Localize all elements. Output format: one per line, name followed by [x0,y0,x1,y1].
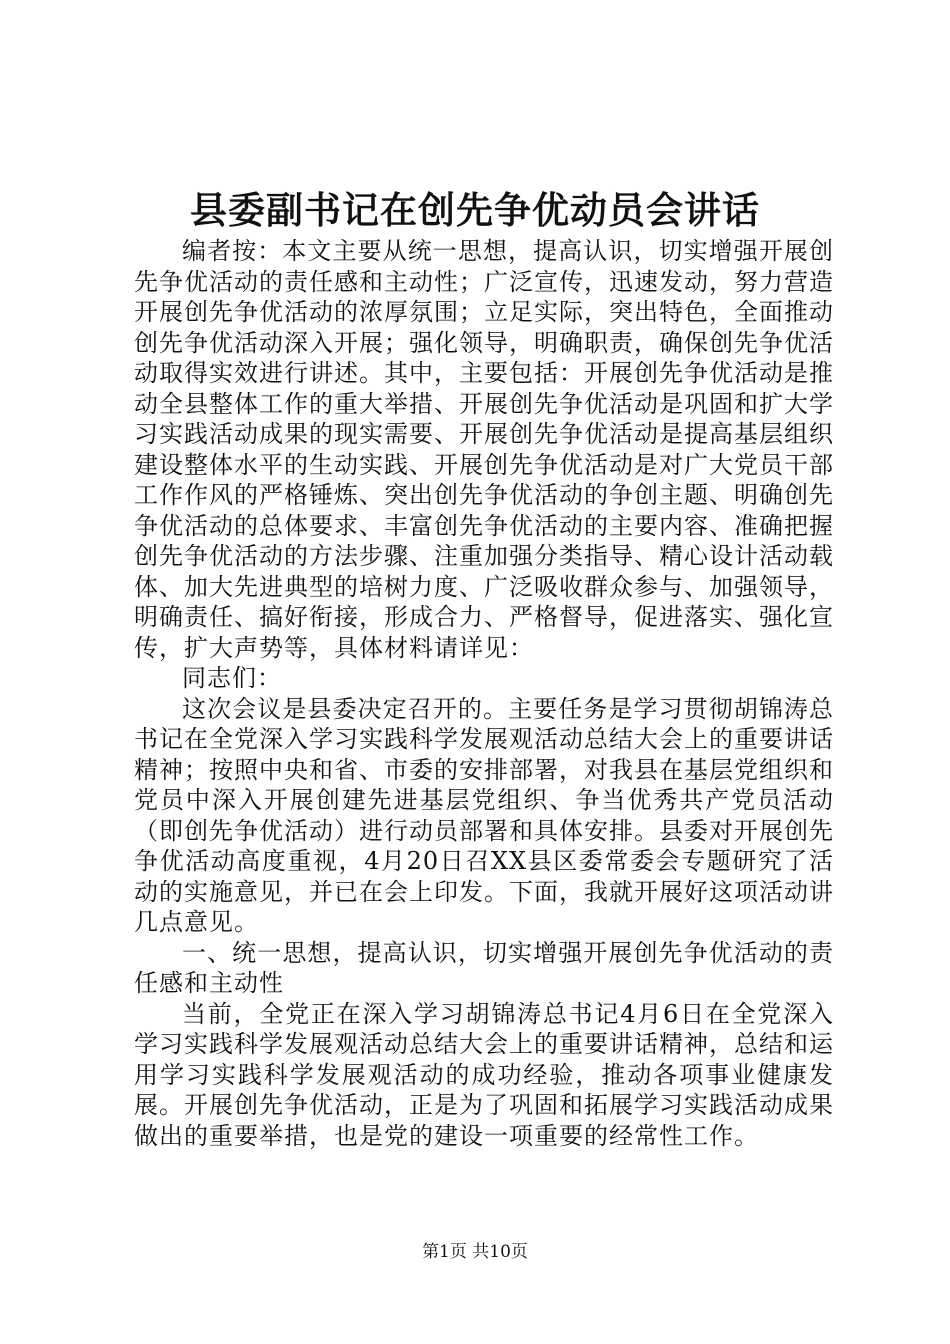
editor-note-paragraph: 编者按：本文主要从统一思想，提高认识，切实增强开展创先争优活动的责任感和主动性；广泛宣传，迅速发动，努力营造开展创先争优活动的浓厚氛围；立足实际，突出特色，全面推动创先争优活动深入开展；强化领导，明确职责，确保创先争优活动取得实效进行讲述。其中，主要包括：开展创先争优活动是推动全县整体工作的重大举措、开展创先争优活动是巩固和扩大学习实践活动成果的现实需要、开展创先争优活动是提高基层组织建设整体水平的生动实践、开展创先争优活动是对广大党员干部工作作风的严格锤炼、突出创先争优活动的争创主题、明确创先争优活动的总体要求、丰富创先争优活动的主要内容、准确把握创先争优活动的方法步骤、注重加强分类指导、精心设计活动载体、加大先进典型的培树力度、广泛吸收群众参与、加强领导，明确责任、搞好衔接，形成合力、严格督导，促进落实、强化宣传，扩大声势等，具体材料请详见： [134,237,834,662]
section-heading-1: 一、统一思想，提高认识，切实增强开展创先争优活动的责任感和主动性 [134,938,834,997]
section-1-paragraph: 当前，全党正在深入学习胡锦涛总书记4月6日在全党深入学习实践科学发展观活动总结大会上的重要讲话精神，总结和运用学习实践科学发展观活动的成功经验，推动各项事业健康发展。开展创先争优活动，正是为了巩固和拓展学习实践活动成果做出的重要举措，也是党的建设一项重要的经常性工作。 [134,999,834,1150]
meeting-intro-paragraph: 这次会议是县委决定召开的。主要任务是学习贯彻胡锦涛总书记在全党深入学习实践科学发展观活动总结大会上的重要讲话精神；按照中央和省、市委的安排部署，对我县在基层党组织和党员中深入开展创建先进基层党组织、争当优秀共产党员活动（即创先争优活动）进行动员部署和具体安排。县委对开展创先争优活动高度重视，4月20日召XX县区委常委会专题研究了活动的实施意见，并已在会上印发。下面，我就开展好这项活动讲几点意见。 [134,694,834,936]
document-body [134,236,834,1151]
salutation-paragraph: 同志们： [182,664,282,692]
document-title: 县委副书记在创先争优动员会讲话 [190,188,760,232]
page-number-footer: 第1页 共10页 [422,1242,528,1262]
